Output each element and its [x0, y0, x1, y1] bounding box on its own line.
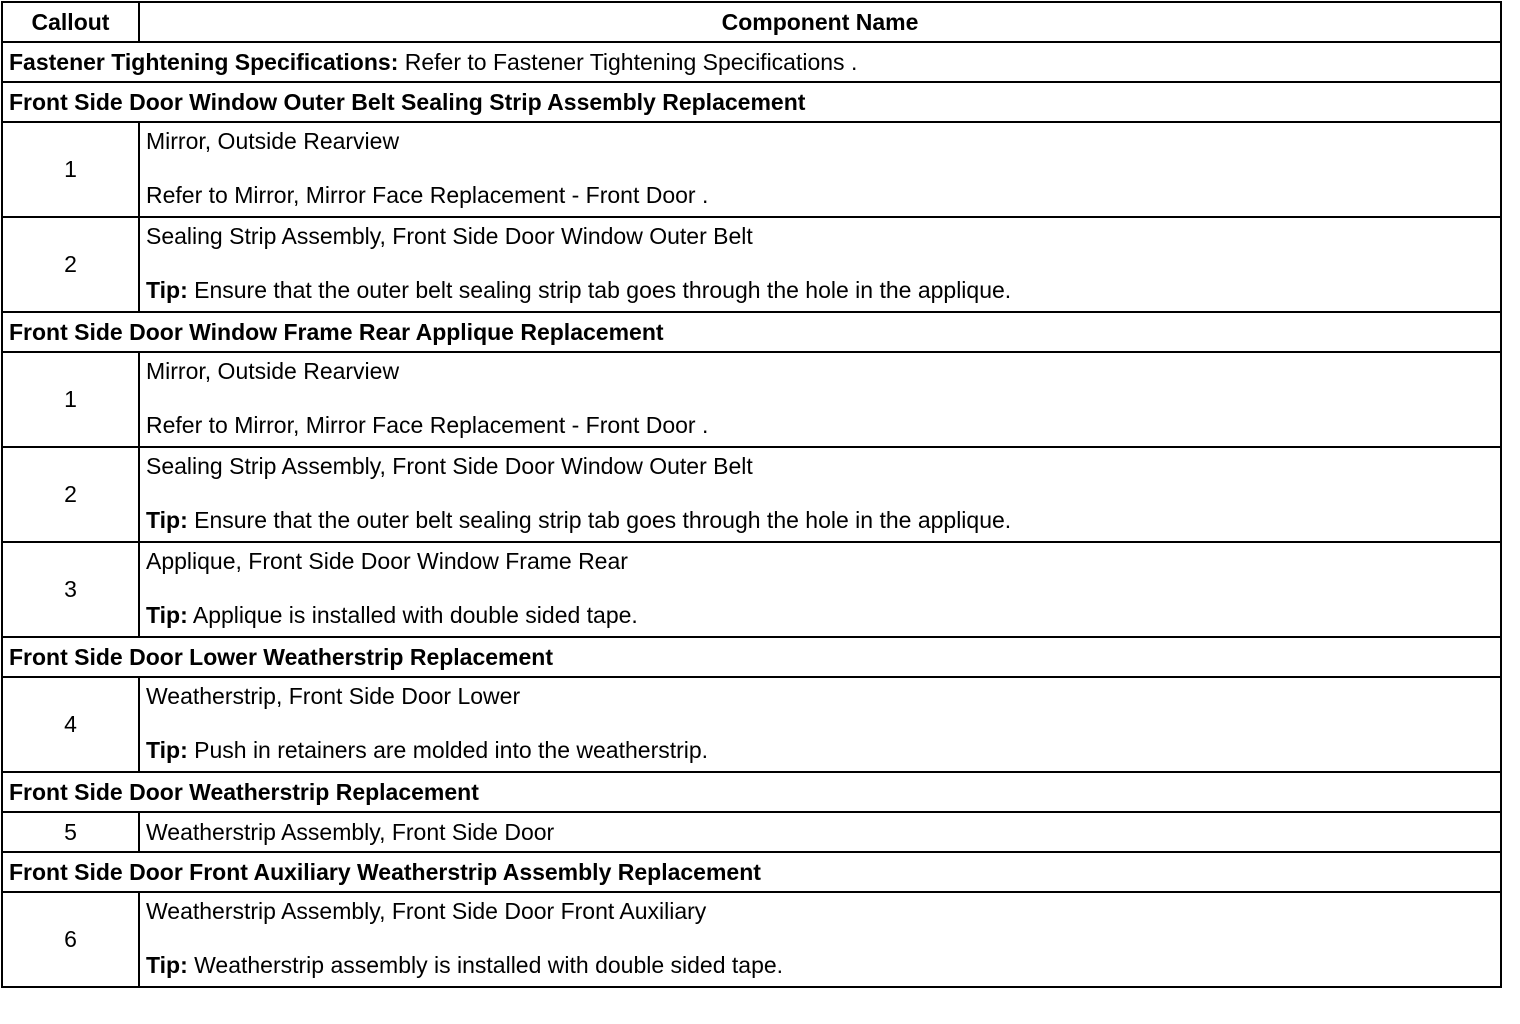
- component-name: Mirror, Outside Rearview: [146, 127, 400, 154]
- section-title: Front Side Door Lower Weatherstrip Replacement: [2, 637, 1501, 677]
- section-title-row: [2, 82, 1501, 122]
- component-name: Applique, Front Side Door Window Frame Rear: [146, 547, 628, 574]
- note-text: Refer to Mirror, Mirror Face Replacement - Front Door .: [146, 181, 709, 208]
- tip-label: Tip:: [146, 601, 188, 628]
- component-cell: [139, 122, 1501, 217]
- section-title-row: [2, 852, 1501, 892]
- note-text: Ensure that the outer belt sealing strip tab goes through the hole in the applique.: [187, 506, 1012, 533]
- component-cell: [139, 542, 1501, 637]
- section-title-row: [2, 637, 1501, 677]
- component-name: Sealing Strip Assembly, Front Side Door Window Outer Belt: [146, 222, 753, 249]
- table-row: [2, 352, 1501, 447]
- component-note: [146, 602, 1500, 628]
- section-title-row: [2, 312, 1501, 352]
- component-cell: [139, 892, 1501, 987]
- callout-number: 2: [2, 447, 139, 542]
- component-cell: [139, 677, 1501, 772]
- component-name: Sealing Strip Assembly, Front Side Door Window Outer Belt: [146, 452, 753, 479]
- note-text: Refer to Mirror, Mirror Face Replacement - Front Door .: [146, 411, 709, 438]
- section-title: Front Side Door Front Auxiliary Weatherstrip Assembly Replacement: [2, 852, 1501, 892]
- note-text: Weatherstrip assembly is installed with double sided tape.: [187, 951, 784, 978]
- fastener-spec-label: Fastener Tightening Specifications:: [9, 48, 399, 75]
- component-name: Weatherstrip Assembly, Front Side Door Front Auxiliary: [146, 897, 707, 924]
- component-name: Weatherstrip, Front Side Door Lower: [146, 682, 521, 709]
- section-title: Front Side Door Window Frame Rear Applique Replacement: [2, 312, 1501, 352]
- section-title: Front Side Door Window Outer Belt Sealing Strip Assembly Replacement: [2, 82, 1501, 122]
- callout-number: 1: [2, 352, 139, 447]
- callout-number: 4: [2, 677, 139, 772]
- fastener-spec-row: [2, 42, 1501, 82]
- component-note: [146, 412, 1500, 438]
- component-table: [1, 1, 1502, 988]
- component-name: Weatherstrip Assembly, Front Side Door: [139, 812, 1501, 852]
- callout-number: 3: [2, 542, 139, 637]
- note-text: Ensure that the outer belt sealing strip tab goes through the hole in the applique.: [187, 276, 1012, 303]
- callout-number: 6: [2, 892, 139, 987]
- tip-label: Tip:: [146, 506, 188, 533]
- component-note: [146, 952, 1500, 978]
- tip-label: Tip:: [146, 276, 188, 303]
- table-row: [2, 677, 1501, 772]
- component-cell: [139, 447, 1501, 542]
- callout-number: 5: [2, 812, 139, 852]
- section-title-row: [2, 772, 1501, 812]
- callout-number: 2: [2, 217, 139, 312]
- component-note: [146, 277, 1500, 303]
- header-callout: Callout: [2, 2, 139, 42]
- fastener-spec-text: Refer to Fastener Tightening Specifications .: [398, 48, 858, 75]
- table-row: [2, 542, 1501, 637]
- table-row: [2, 892, 1501, 987]
- table-row: [2, 122, 1501, 217]
- table-row: [2, 812, 1501, 852]
- component-name: Mirror, Outside Rearview: [146, 357, 400, 384]
- callout-number: 1: [2, 122, 139, 217]
- fastener-spec-cell: [2, 42, 1501, 82]
- table-row: [2, 447, 1501, 542]
- component-cell: [139, 217, 1501, 312]
- component-cell: [139, 352, 1501, 447]
- component-note: [146, 182, 1500, 208]
- note-text: Push in retainers are molded into the weatherstrip.: [187, 736, 709, 763]
- tip-label: Tip:: [146, 736, 188, 763]
- table-row: [2, 217, 1501, 312]
- header-component-name: Component Name: [139, 2, 1501, 42]
- tip-label: Tip:: [146, 951, 188, 978]
- header-row: [2, 2, 1501, 42]
- component-note: [146, 737, 1500, 763]
- section-title: Front Side Door Weatherstrip Replacement: [2, 772, 1501, 812]
- note-text: Applique is installed with double sided tape.: [187, 601, 638, 628]
- component-note: [146, 507, 1500, 533]
